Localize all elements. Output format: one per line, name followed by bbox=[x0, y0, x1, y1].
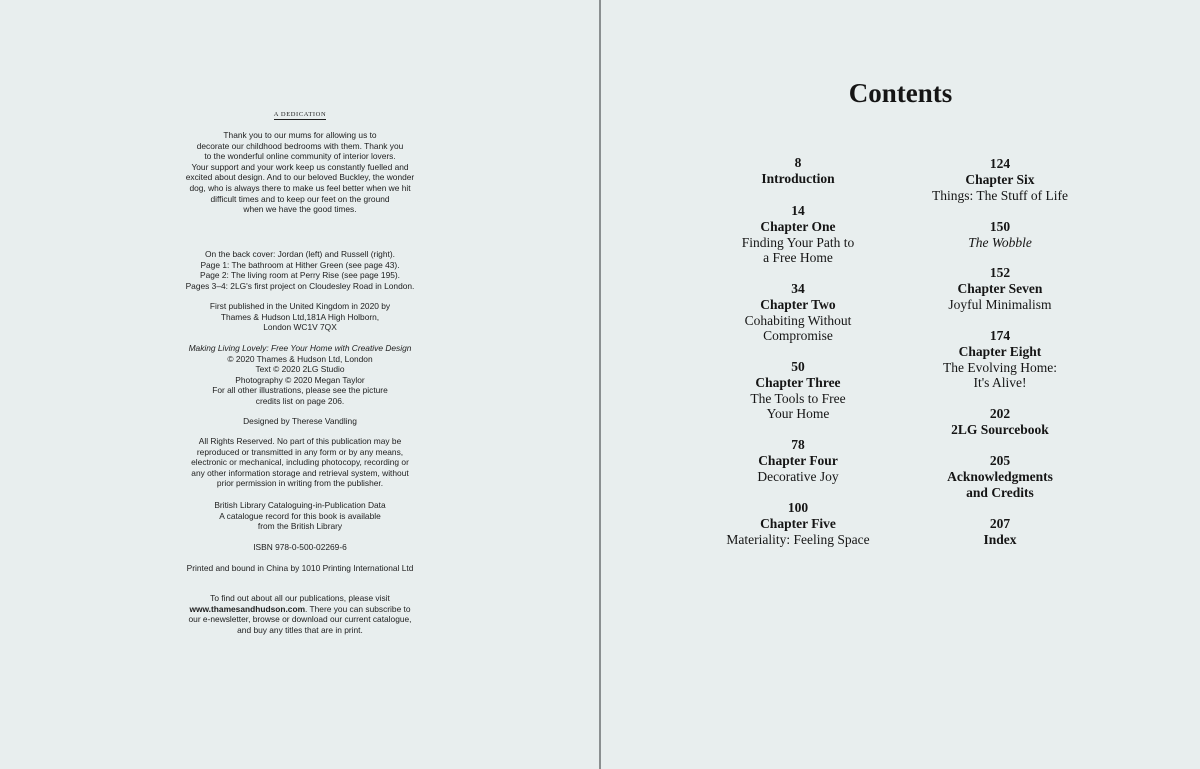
toc-title: Materiality: Feeling Space bbox=[726, 531, 870, 547]
toc-title: Introduction bbox=[761, 171, 835, 186]
toc-chapter: Chapter Two bbox=[760, 297, 836, 312]
dedication-heading: A DEDICATION bbox=[273, 111, 327, 118]
rights-notice: All Rights Reserved. No part of this publication may be reproduced or transmitted in any form or by any means, electronic or mechanical, including photocopy, recording or any other information storage and retrieval system, without prior permission in writing from the publisher. bbox=[191, 436, 409, 489]
toc-title: The Wobble bbox=[968, 235, 1032, 250]
toc-page-number: 205 bbox=[989, 453, 1011, 468]
toc-title: Cohabiting Without Compromise bbox=[744, 312, 852, 344]
toc-entry bbox=[688, 437, 908, 484]
toc-chapter: Chapter Three bbox=[755, 375, 841, 390]
toc-chapter: Chapter Five bbox=[760, 516, 836, 531]
toc-entry bbox=[890, 219, 1110, 251]
toc-entry bbox=[688, 281, 908, 344]
toc-entry bbox=[688, 203, 908, 266]
toc-title: The Tools to Free Your Home bbox=[750, 390, 846, 422]
toc-page-number: 150 bbox=[989, 219, 1011, 234]
toc-title: Finding Your Path to a Free Home bbox=[741, 234, 855, 266]
toc-title: Joyful Minimalism bbox=[948, 296, 1052, 312]
toc-entry bbox=[890, 156, 1110, 203]
toc-entry bbox=[890, 453, 1110, 500]
toc-entry bbox=[890, 516, 1110, 548]
toc-entry bbox=[890, 406, 1110, 438]
toc-entry bbox=[688, 155, 908, 187]
picture-captions: On the back cover: Jordan (left) and Russell (right). Page 1: The bathroom at Hither Green (see page 43). Page 2: The living room at Perry Rise (see page 195). Pages 3–4: 2LG's first project on Cloudesley Road in London. bbox=[185, 249, 415, 291]
toc-title: The Evolving Home: It's Alive! bbox=[943, 359, 1057, 391]
contents-page bbox=[601, 0, 1200, 769]
toc-title: Things: The Stuff of Life bbox=[932, 187, 1068, 203]
toc-entry bbox=[688, 359, 908, 422]
toc-chapter: Chapter Seven bbox=[957, 281, 1043, 296]
designer-credit: Designed by Therese Vandling bbox=[243, 416, 357, 426]
website-info: To find out about all our publications, please visit www.thamesandhudson.com. There you can subscribe to our e-newsletter, browse or download our current catalogue, and buy any titles that are in print. bbox=[188, 593, 412, 635]
toc-title: Acknowledgments and Credits bbox=[947, 469, 1053, 500]
book-title: Making Living Lovely: Free Your Home with Creative Design bbox=[188, 343, 412, 353]
toc-title: 2LG Sourcebook bbox=[951, 422, 1049, 437]
toc-chapter: Chapter One bbox=[760, 219, 836, 234]
toc-page-number: 124 bbox=[989, 156, 1011, 171]
toc-entry bbox=[890, 265, 1110, 312]
toc-page-number: 14 bbox=[791, 203, 805, 218]
toc-page-number: 34 bbox=[791, 281, 805, 296]
publisher-info: First published in the United Kingdom in 2020 by Thames & Hudson Ltd,181A High Holborn, London WC1V 7QX bbox=[209, 301, 391, 333]
toc-page-number: 8 bbox=[794, 155, 802, 170]
cip-data: British Library Cataloguing-in-Publication Data A catalogue record for this book is available from the British Library bbox=[214, 500, 386, 532]
toc-page-number: 78 bbox=[791, 437, 805, 452]
toc-entry bbox=[688, 500, 908, 547]
dedication-text: Thank you to our mums for allowing us to decorate our childhood bedrooms with them. Thank you to the wonderful online community of interior lovers. Your support and your work keep us constantly fuelled and excited about design. And to our beloved Buckley, the wonder dog, who is always there to make us feel better when we hit difficult times and to keep our feet on the ground when we have the good times. bbox=[185, 130, 415, 215]
toc-page-number: 174 bbox=[989, 328, 1011, 343]
isbn: ISBN 978-0-500-02269-6 bbox=[253, 542, 347, 552]
printer-info: Printed and bound in China by 1010 Printing International Ltd bbox=[186, 563, 414, 573]
toc-page-number: 202 bbox=[989, 406, 1011, 421]
toc-chapter: Chapter Six bbox=[965, 172, 1035, 187]
website-link: www.thamesandhudson.com bbox=[189, 603, 306, 614]
toc-chapter: Chapter Four bbox=[758, 453, 838, 468]
toc-title: Index bbox=[983, 532, 1017, 547]
copyright-info: Making Living Lovely: Free Your Home with Creative Design © 2020 Thames & Hudson Ltd, London Text © 2020 2LG Studio Photography © 2020 Megan Taylor For all other illustrations, please see the picture credits list on page 206. bbox=[140, 343, 460, 407]
toc-page-number: 100 bbox=[787, 500, 809, 515]
toc-chapter: Chapter Eight bbox=[958, 344, 1042, 359]
toc-page-number: 207 bbox=[989, 516, 1011, 531]
toc-entry bbox=[890, 328, 1110, 391]
toc-page-number: 152 bbox=[989, 265, 1011, 280]
toc-page-number: 50 bbox=[791, 359, 805, 374]
toc-title: Decorative Joy bbox=[757, 468, 839, 484]
contents-title: Contents bbox=[848, 78, 953, 108]
